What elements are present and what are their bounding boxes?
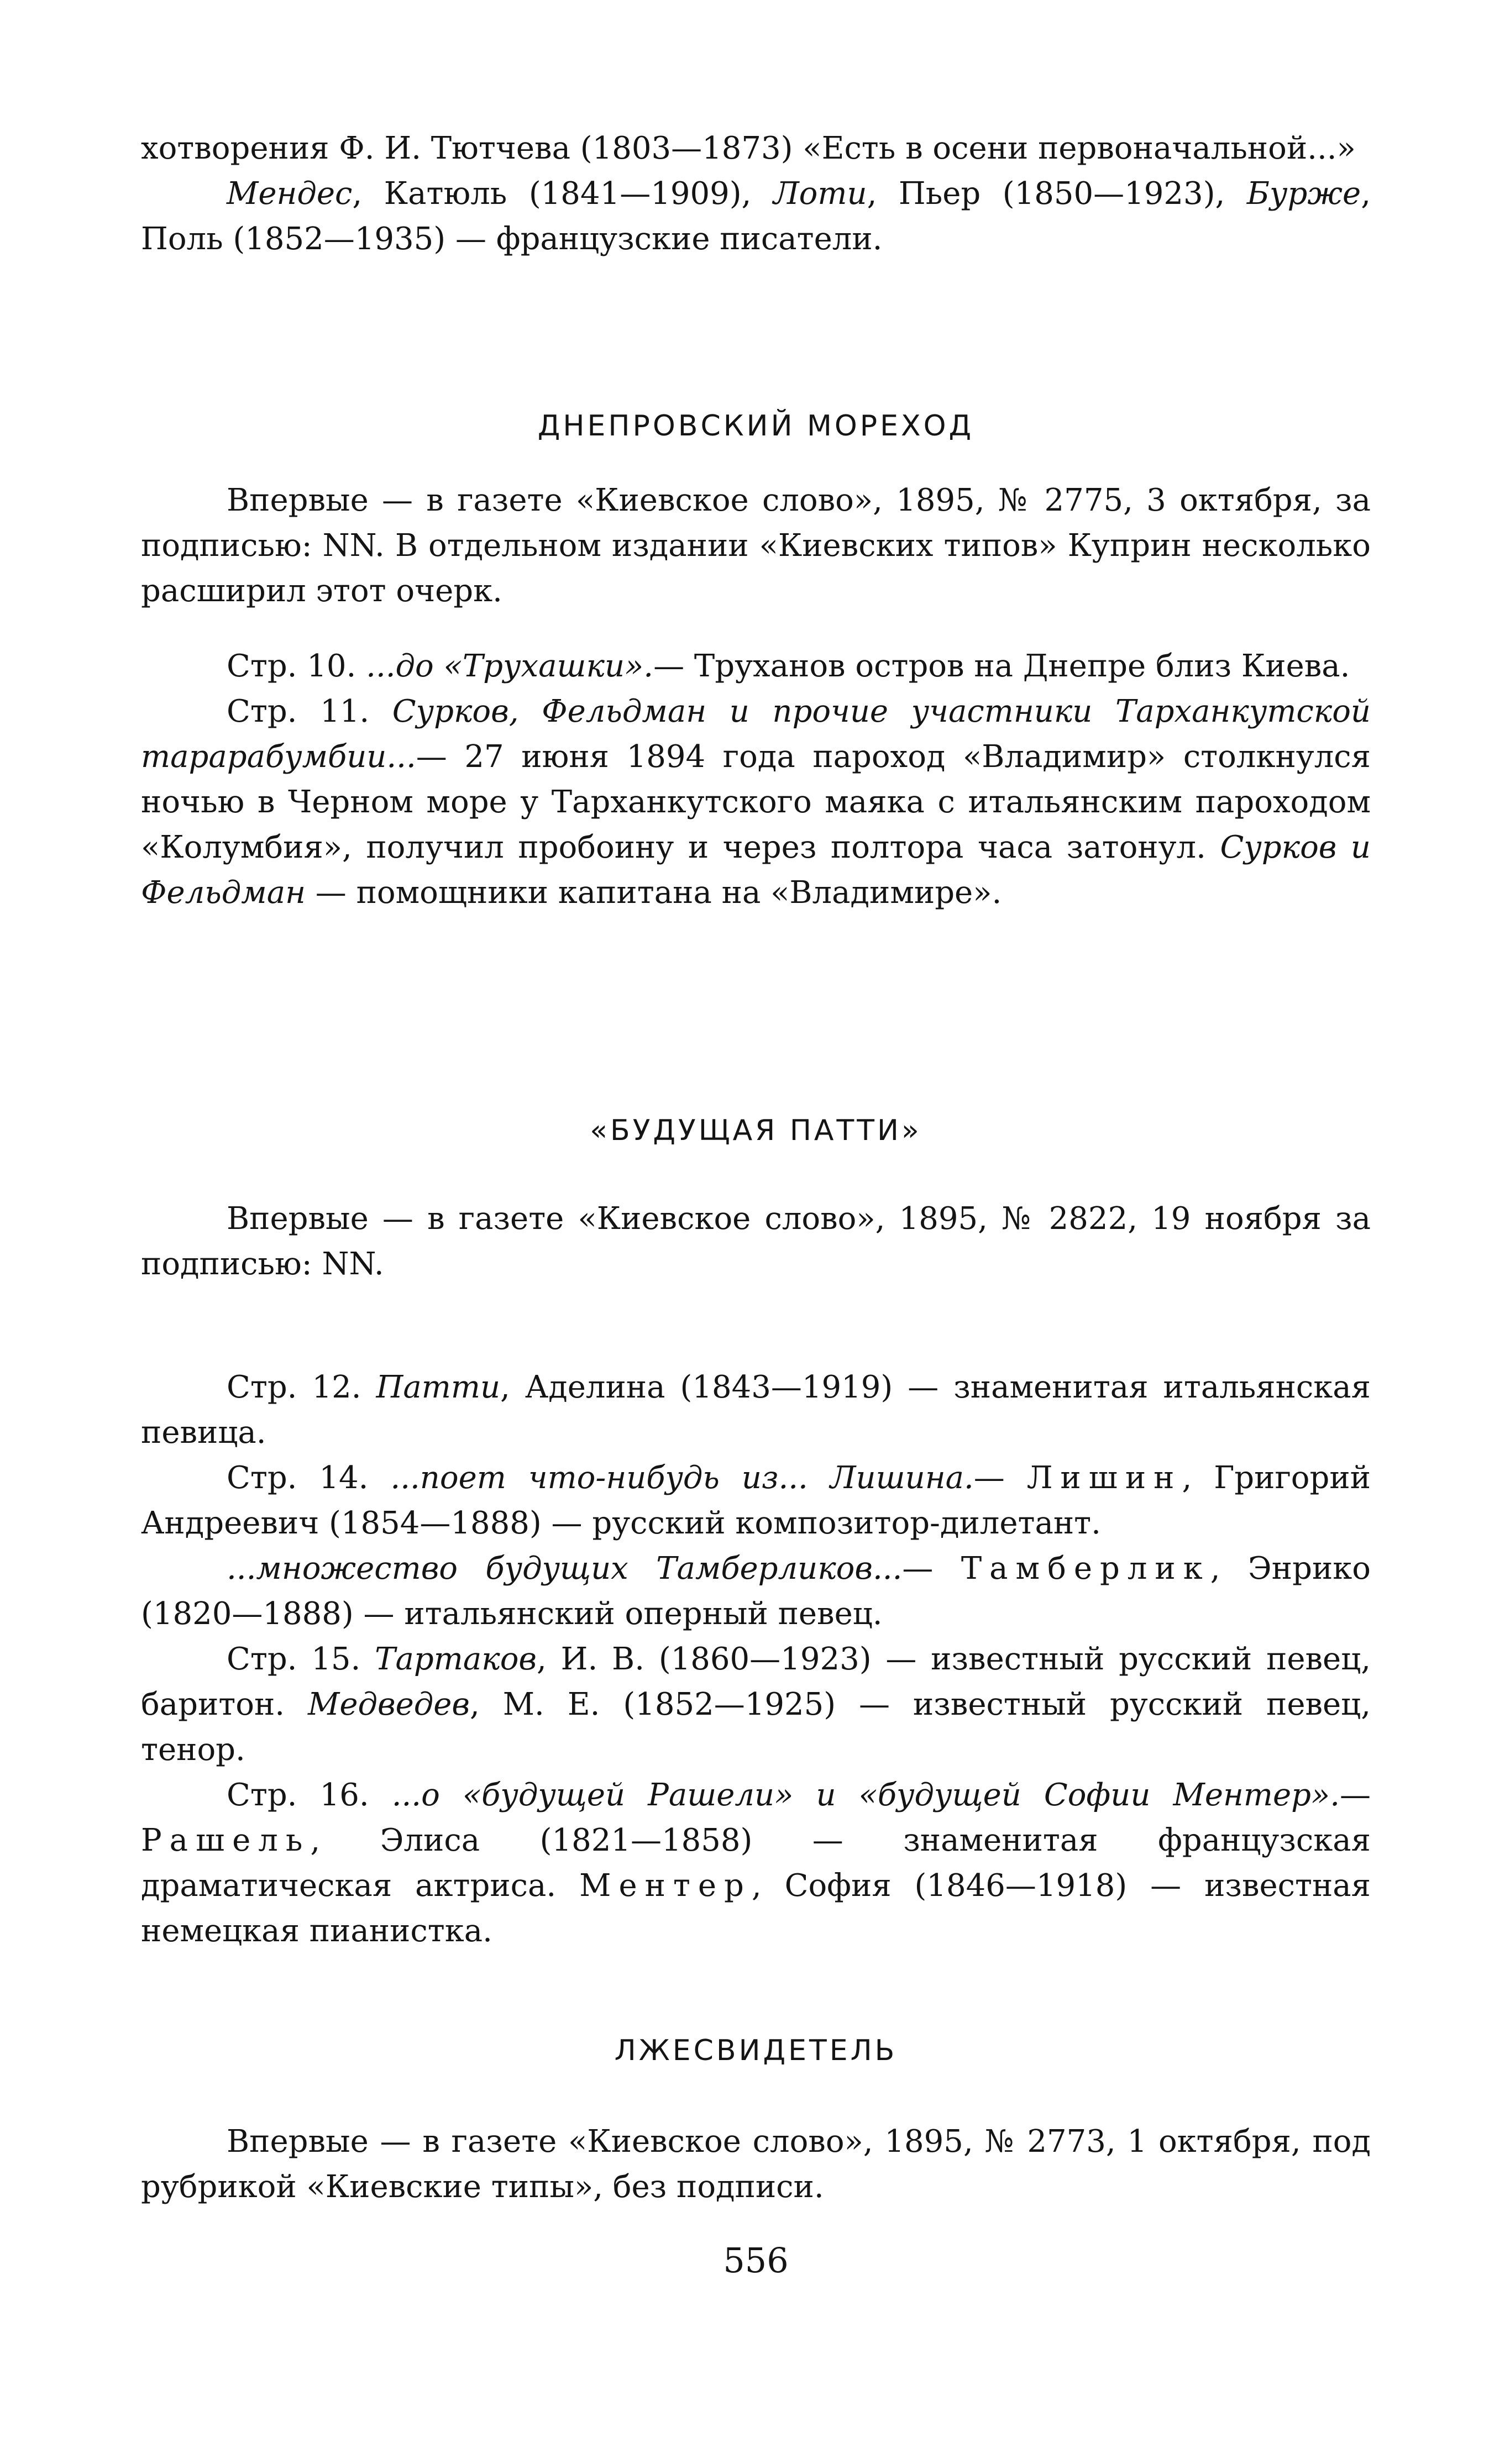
note-quote: ...о «будущей Рашели» и «будущей Софии Ментер». — [391, 1777, 1340, 1813]
bourget-name: Бурже — [1246, 176, 1361, 212]
intro-block — [141, 126, 1371, 262]
note-text: , Энрико (1820—1888) — итальянский оперный певец. — [141, 1551, 1371, 1632]
section-heading-dneprovsky: ДНЕПРОВСКИЙ МОРЕХОД — [537, 409, 974, 443]
intro-text: хотворения Ф. И. Тютчева (1803—1873) «Есть в осени первоначальной...» — [141, 130, 1356, 166]
note-ref: Стр. 12. — [227, 1369, 376, 1405]
note-text: , М. Е. (1852—1925) — известный русский певец, тенор. — [141, 1687, 1371, 1768]
note-ref: Стр. 15. — [227, 1641, 375, 1677]
note-text: , Аделина (1843—1919) — знаменитая итальянская певица. — [141, 1369, 1371, 1451]
section2-first — [141, 1196, 1371, 1287]
note-dash: — — [973, 1460, 1027, 1496]
mendes-name: Мендес — [227, 176, 353, 212]
note-name: Патти — [376, 1369, 501, 1405]
section2-first-para: Впервые — в газете «Киевское слово», 1895, № 2822, 19 ноября за подписью: NN. — [141, 1201, 1371, 1282]
note-text: , Григорий Андреевич (1854—1888) — русский композитор-дилетант. — [141, 1460, 1371, 1541]
section2-note-4 — [141, 1637, 1371, 1773]
note-spaced-name: Рашель — [141, 1822, 311, 1858]
note-quote: Сурков, Фельдман и прочие участники Тарханкутской тарарабумбии... — [141, 694, 1371, 775]
note-dash: — — [902, 1551, 961, 1586]
intro-line — [141, 126, 1371, 171]
section1-note-1 — [141, 644, 1371, 689]
note-text: — Труханов остров на Днепре близ Киева. — [653, 648, 1350, 684]
section-heading-lzhesvidetel: ЛЖЕСВИДЕТЕЛЬ — [614, 2034, 898, 2067]
section2-note-3 — [141, 1546, 1371, 1637]
note-name: Медведев — [308, 1687, 470, 1722]
section2-notes — [141, 1365, 1371, 1954]
section1-notes — [141, 644, 1371, 916]
note-ref: Стр. 14. — [227, 1460, 391, 1496]
note-spaced-name: Лишин — [1026, 1460, 1182, 1496]
note-text: , София (1846—1918) — известная немецкая пианистка. — [141, 1868, 1371, 1949]
section1-note-2 — [141, 689, 1371, 916]
loti-rest: , Пьер (1850—1923), — [867, 176, 1247, 212]
authors-note — [141, 171, 1371, 262]
section1-first-para: Впервые — в газете «Киевское слово», 1895, № 2775, 3 октября, за подписью: NN. В отдельном издании «Киевских типов» Куприн несколько расширил этот очерк. — [141, 482, 1371, 609]
note-quote: ...множество будущих Тамберликов... — [227, 1551, 903, 1586]
section1-first — [141, 478, 1371, 614]
note-ref: Стр. 11. — [227, 694, 392, 729]
note-spaced-name: Ментер — [579, 1868, 752, 1904]
note-text: , Элиса (1821—1858) — знаменитая французская драматическая актриса. — [141, 1822, 1371, 1904]
note-text: — 27 июня 1894 года пароход «Владимир» столкнулся ночью в Черном море у Тарханкутского маяка с итальянским пароходом «Колумбия», получил пробоину и через полтора часа затонул. — [141, 739, 1371, 865]
section3-first-para: Впервые — в газете «Киевское слово», 1895, № 2773, 1 октября, под рубрикой «Киевские типы», без подписи. — [141, 2124, 1371, 2205]
note-quote: ...поет что-нибудь из... Лишина. — [390, 1460, 974, 1496]
note-end: — помощники капитана на «Владимире». — [305, 875, 1002, 911]
bourget-rest: , Поль (1852—1935) — французские писатели. — [141, 176, 1371, 257]
section3-first — [141, 2119, 1371, 2210]
section-heading-patti: «БУДУЩАЯ ПАТТИ» — [590, 1114, 922, 1147]
note-names: Сурков и Фельдман — [141, 829, 1371, 911]
page-number: 556 — [723, 2240, 789, 2281]
note-name: Тартаков — [375, 1641, 537, 1677]
loti-name: Лоти — [773, 176, 867, 212]
note-spaced-name: Тамберлик — [961, 1551, 1210, 1586]
note-ref: Стр. 16. — [227, 1777, 392, 1813]
note-ref: Стр. 10. — [227, 648, 366, 684]
section2-note-2 — [141, 1456, 1371, 1546]
note-text: , И. В. (1860—1923) — известный русский певец, баритон. — [141, 1641, 1371, 1722]
note-dash: — — [1340, 1777, 1371, 1813]
mendes-rest: , Катюль (1841—1909), — [352, 176, 773, 212]
note-quote: ...до «Трухашки». — [366, 648, 654, 684]
section2-note-1 — [141, 1365, 1371, 1456]
section2-note-5 — [141, 1773, 1371, 1954]
